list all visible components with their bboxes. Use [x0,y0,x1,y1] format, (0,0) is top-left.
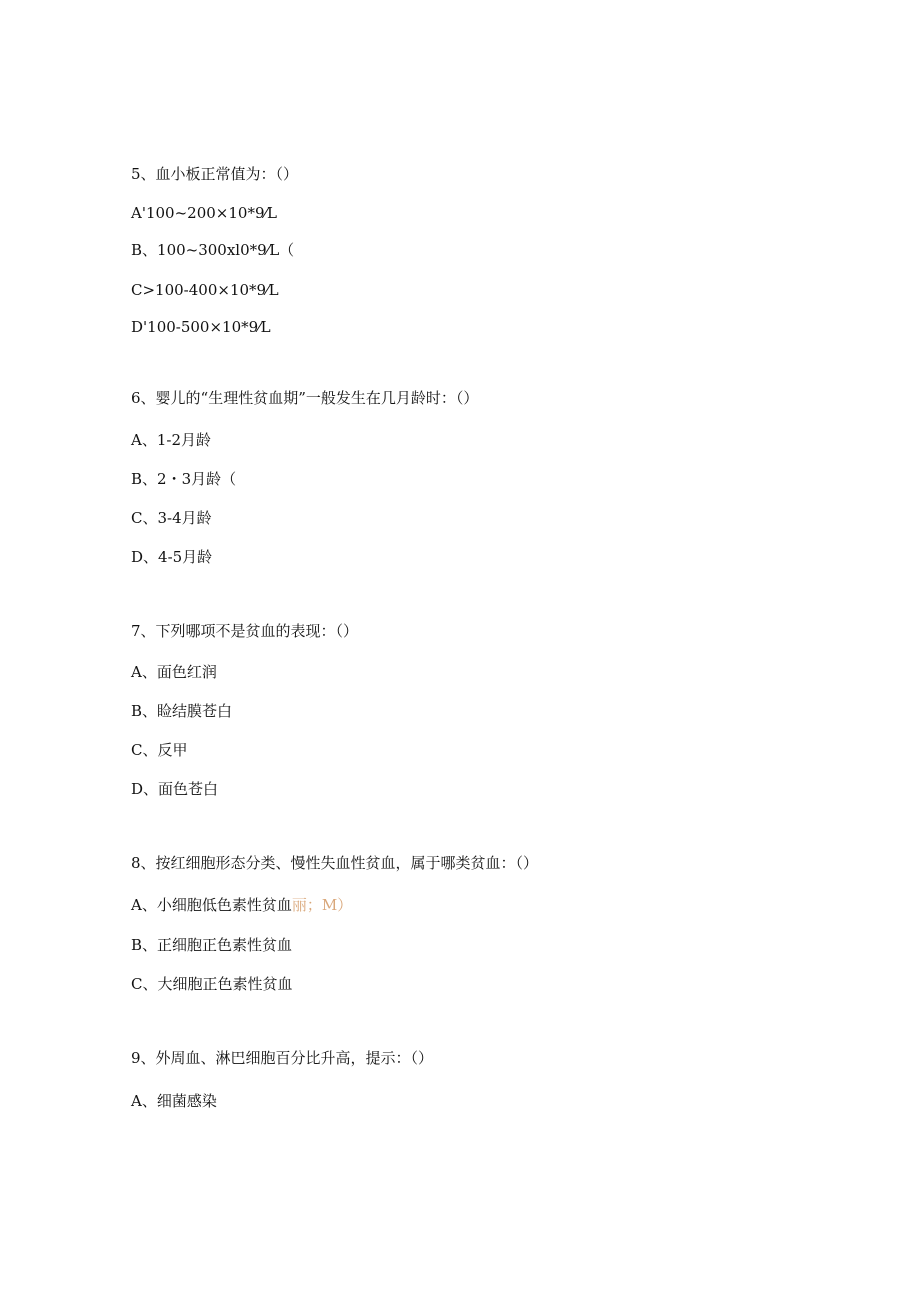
question-6-stem: 6、婴儿的“生理性贫血期”一般发生在几月龄时：（） [131,389,479,407]
question-6-option-d: D、4-5月龄 [131,548,213,566]
question-9-stem: 9、外周血、淋巴细胞百分比升高，提示：（） [131,1049,434,1067]
question-6-option-b: B、2・3月龄（ [131,470,237,488]
question-6-option-c: C、3-4月龄 [131,509,212,527]
question-7-option-a: A、面色红润 [131,663,217,681]
question-5-option-d: D'100-500×10*9⁄L [131,318,271,336]
answer-handwritten-mark: 丽；M） [291,896,353,914]
question-7-stem: 7、下列哪项不是贫血的表现：（） [131,622,359,640]
question-8-stem: 8、按红细胞形态分类、慢性失血性贫血，属于哪类贫血：（） [131,854,539,872]
question-5-stem: 5、血小板正常值为：（） [131,165,299,183]
question-6-option-a: A、1-2月龄 [131,431,211,449]
question-5-option-c: C>100-400×10*9⁄L [131,281,279,299]
question-5-option-b: B、100~300xl0*9⁄L（ [131,241,295,259]
question-7-option-d: D、面色苍白 [131,780,219,798]
question-9-option-a: A、细菌感染 [131,1092,217,1110]
question-8-option-b: B、正细胞正色素性贫血 [131,936,293,954]
question-7-option-b: B、睑结膜苍白 [131,702,233,720]
question-8-option-c: C、大细胞正色素性贫血 [131,975,293,993]
question-5-option-a: A'100~200×10*9⁄L [131,204,277,222]
question-8-option-a: A、小细胞低色素性贫血 [131,896,292,914]
question-8-option-a-row [131,895,352,915]
question-7-option-c: C、反甲 [131,741,188,759]
